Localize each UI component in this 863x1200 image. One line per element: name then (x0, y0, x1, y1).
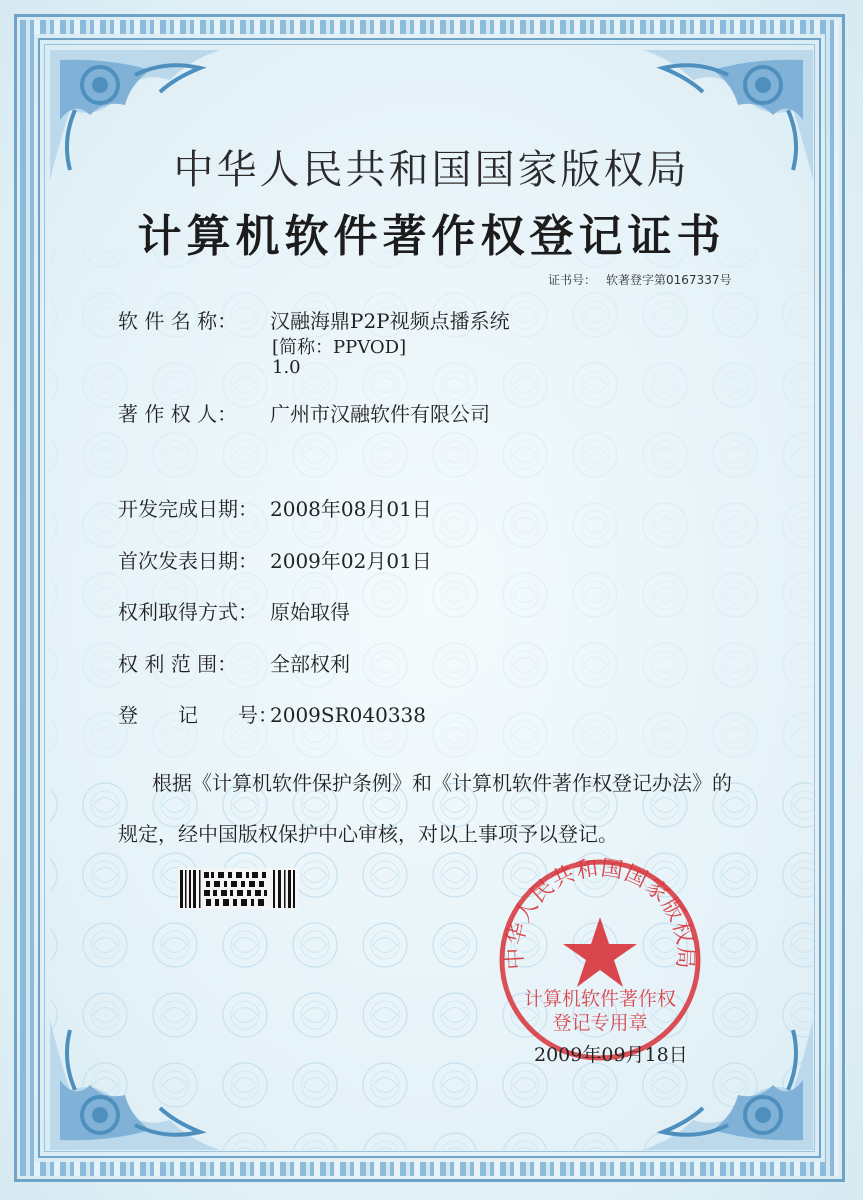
software-version: 1.0 (272, 357, 301, 378)
certificate-number-label: 证书号： (548, 273, 597, 287)
field-value: 2008年08月01日 (270, 497, 432, 521)
field-acquisition-method (118, 596, 350, 625)
field-label: 著 作 权 人： (118, 402, 238, 426)
issue-date: 2009年09月18日 (534, 1044, 688, 1066)
field-label: 权 利 范 围： (118, 652, 238, 676)
star-icon (563, 917, 637, 987)
statement-line-2: 规定，经中国版权保护中心审核，对以上事项予以登记。 (118, 822, 618, 846)
field-software-name (118, 305, 510, 334)
field-value: 全部权利 (270, 652, 350, 676)
field-value: 原始取得 (270, 600, 350, 624)
issuer-title: 中华人民共和国国家版权局 (173, 147, 690, 193)
field-first-publication-date (118, 545, 432, 574)
statement-line-1: 根据《计算机软件保护条例》和《计算机软件著作权登记办法》的 (152, 771, 732, 795)
field-label: 开发完成日期： (118, 497, 258, 521)
field-dev-completion-date (118, 493, 432, 522)
seal-ring-text: 中华人民共和国国家版权局 (502, 855, 698, 971)
field-label: 首次发表日期： (118, 549, 258, 573)
official-seal (495, 855, 705, 1065)
field-value: 广州市汉融软件有限公司 (270, 402, 490, 426)
field-scope (118, 648, 350, 677)
field-value: 汉融海鼎P2P视频点播系统 (270, 309, 510, 333)
seal-inner-line-1: 计算机软件著作权 (523, 988, 677, 1010)
barcode (178, 868, 298, 910)
software-short-name: [简称：PPVOD] (272, 337, 407, 358)
corner-ornament-icon (40, 1010, 230, 1160)
field-copyright-owner (118, 398, 490, 427)
field-label: 软 件 名 称： (118, 309, 238, 333)
field-label: 权利取得方式： (118, 600, 258, 624)
field-value: 2009SR040338 (270, 703, 427, 727)
field-registration-number (118, 699, 426, 728)
seal-inner-line-2: 登记专用章 (552, 1012, 648, 1034)
certificate-title: 计算机软件著作权登记证书 (137, 211, 726, 262)
certificate-number (548, 271, 731, 288)
field-value: 2009年02月01日 (270, 549, 432, 573)
certificate-number-value: 软著登字第0167337号 (606, 273, 732, 287)
field-label: 登 记 号： (118, 703, 278, 727)
